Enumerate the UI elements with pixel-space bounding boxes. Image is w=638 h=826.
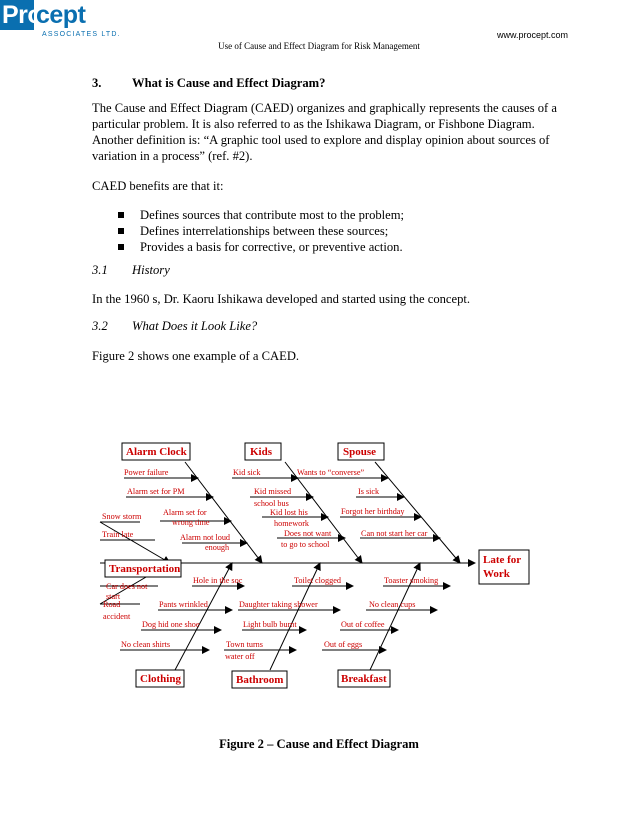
category-kids: Kids [250,446,273,458]
section-title: What is Cause and Effect Diagram? [132,76,326,90]
cause-alarm-wrong-time-2: wrong time [172,518,210,527]
cause-kid-missed-bus-2: school bus [254,499,289,508]
cause-light-bulb: Light bulb burnt [243,620,297,629]
cause-road-accident-1: Road [103,600,121,609]
list-item: Defines interrelationships between these sources; [118,223,404,239]
list-item: Defines sources that contribute most to the problem; [118,207,404,223]
history-paragraph: In the 1960 s, Dr. Kaoru Ishikawa developed and started using the concept. [92,292,471,306]
look-number: 3.2 [92,319,108,333]
logo-subtitle: ASSOCIATES LTD. [42,31,121,38]
cause-forgot-birthday: Forgot her birthday [341,507,405,516]
history-title: History [132,263,170,277]
look-paragraph: Figure 2 shows one example of a CAED. [92,349,300,363]
category-clothing: Clothing [140,673,181,685]
cause-road-accident-2: accident [103,612,131,621]
cause-alarm-not-loud-1: Alarm not loud [180,533,231,542]
section-number: 3. [92,76,102,90]
cause-town-water-2: water off [225,652,255,661]
look-title: What Does it Look Like? [132,319,258,333]
cause-town-water-1: Town turns [226,640,263,649]
logo-text-pro: Pro [2,1,43,29]
cause-car-not-start-2: start [106,592,121,601]
cause-kid-sick: Kid sick [233,468,261,477]
cause-pants-wrinkled: Pants wrinkled [159,600,208,609]
cause-alarm-wrong-time-1: Alarm set for [163,508,207,517]
category-spouse: Spouse [343,446,377,458]
cause-toilet-clogged: Toilet clogged [294,576,341,585]
cause-no-clean-cups: No clean cups [369,600,416,609]
document-title: Use of Cause and Effect Diagram for Risk Management [218,41,420,51]
intro-paragraph: The Cause and Effect Diagram (CAED) organizes and graphically represents the causes of a particular problem. It is also referred to as the Ishikawa Diagram, or Fishbone Diagram. Another definition is: “A graphic tool used to explore and display opinion about sources of variation in a process” (ref. #2). [92,101,557,163]
cause-dog-hid-shoe: Dog hid one shoe [142,620,200,629]
cause-car-not-start-1: Car does not [106,582,148,591]
category-alarm-clock: Alarm Clock [126,446,187,458]
site-url[interactable]: www.procept.com [497,30,569,40]
cause-wants-converse: Wants to “converse” [297,468,365,477]
category-bathroom: Bathroom [236,674,284,686]
list-item: Provides a basis for corrective, or preventive action. [118,239,404,255]
cause-kid-missed-bus-1: Kid missed [254,487,292,496]
cause-alarm-not-loud-2: enough [205,543,230,552]
cause-alarm-set-pm: Alarm set for PM [127,487,185,496]
cause-not-want-school-2: to go to school [281,540,330,549]
cause-no-clean-shirts: No clean shirts [121,640,171,649]
history-number: 3.1 [92,263,108,277]
cause-not-want-school-1: Does not want [284,529,332,538]
effect-line-1: Late for [483,554,522,566]
cause-train-late: Train late [102,530,134,539]
category-transportation: Transportation [109,563,181,575]
logo-text-cept: cept [36,1,86,29]
cause-is-sick: Is sick [358,487,380,496]
cause-power-failure: Power failure [124,468,169,477]
cause-out-of-coffee: Out of coffee [341,620,385,629]
figure-caption: Figure 2 – Cause and Effect Diagram [219,737,419,751]
cause-kid-lost-homework-2: homework [274,519,310,528]
cause-out-of-eggs: Out of eggs [324,640,363,649]
category-breakfast: Breakfast [341,673,387,685]
cause-daughter-shower: Daughter taking shower [239,600,318,609]
cause-kid-lost-homework-1: Kid lost his [270,508,308,517]
cause-cannot-start-car: Can not start her car [361,529,428,538]
cause-snow-storm: Snow storm [102,512,142,521]
cause-hole-in-sock: Hole in the soc [193,576,243,585]
effect-line-2: Work [483,568,510,580]
benefits-intro: CAED benefits are that it: [92,179,224,193]
cause-toaster-smoking: Toaster smoking [384,576,439,585]
